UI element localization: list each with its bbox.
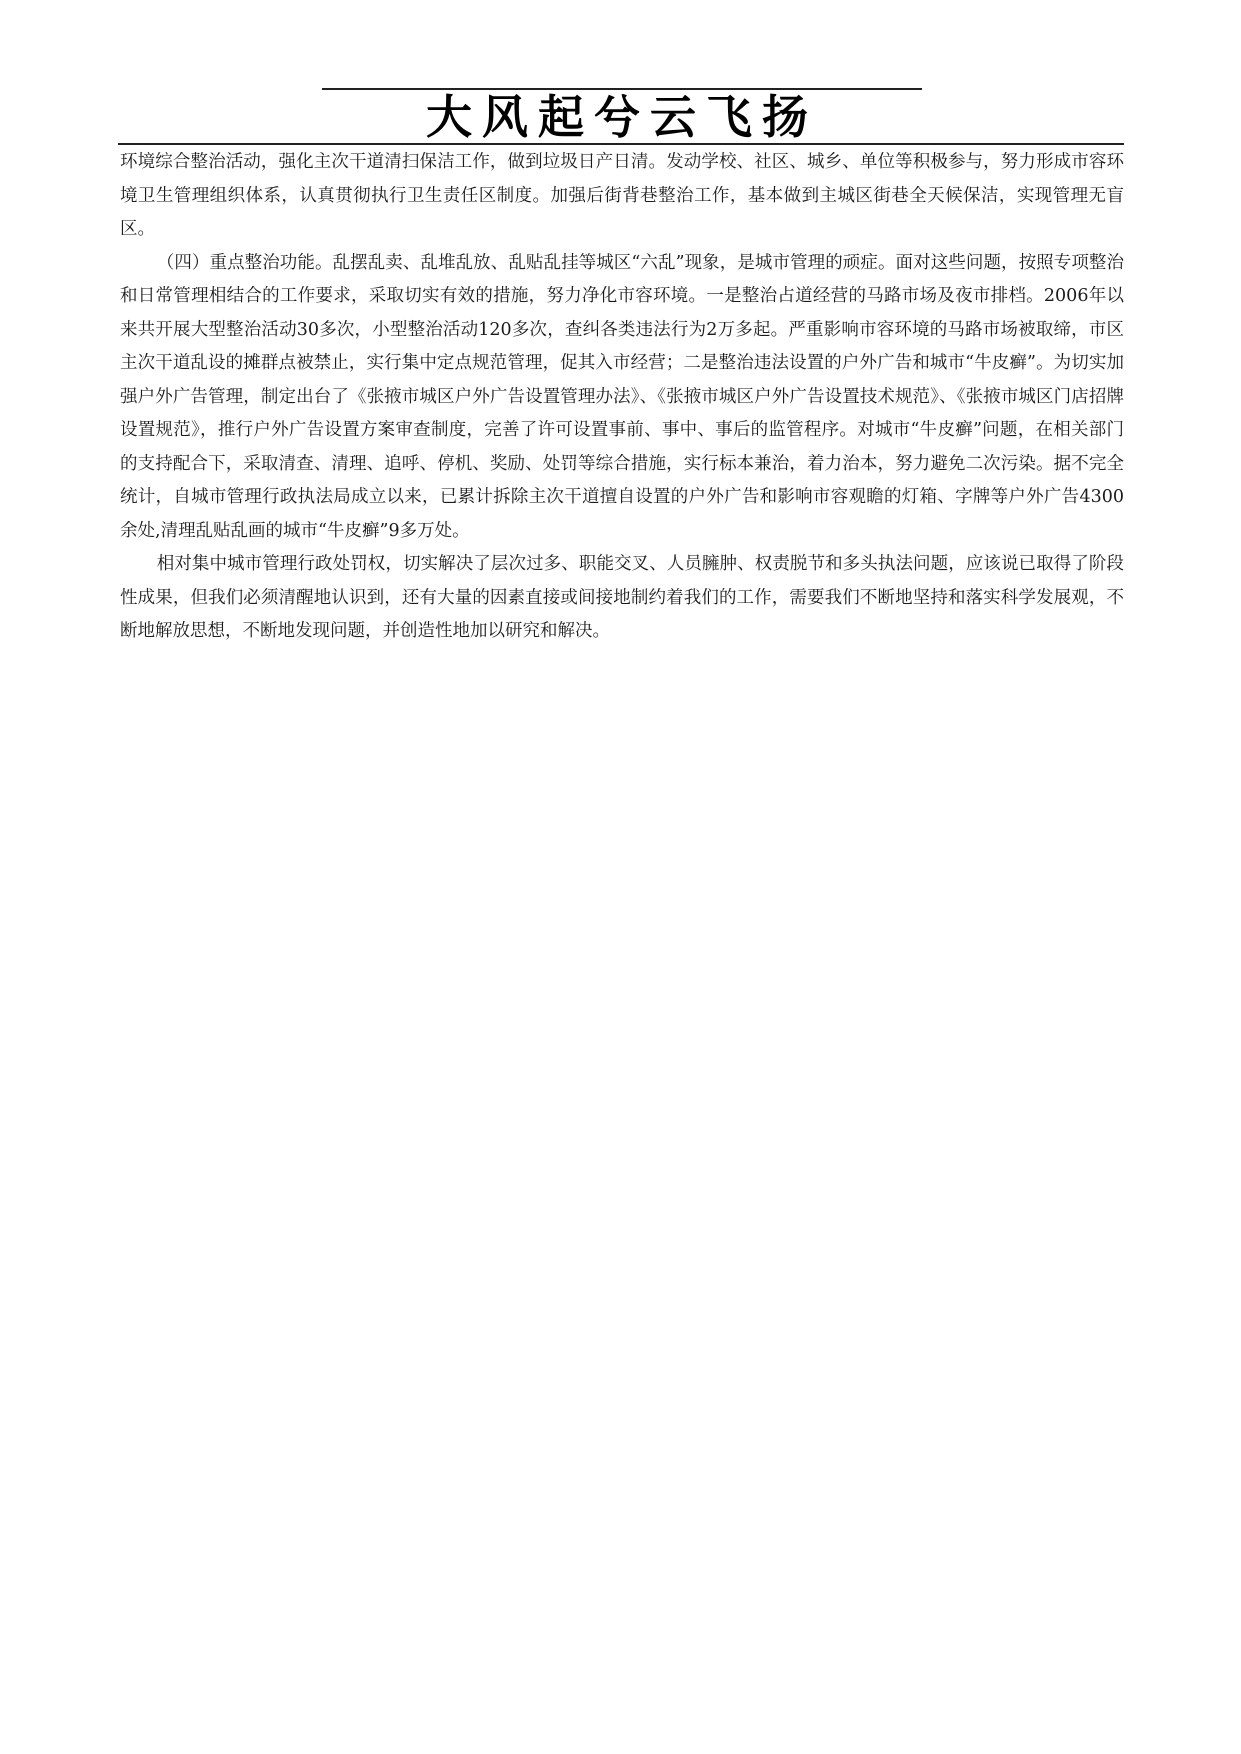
document-body: [120, 146, 1124, 649]
page-banner-title: 大风起兮云飞扬: [426, 90, 818, 144]
header-bottom-rule: [118, 143, 1124, 145]
paragraph-conclusion: 相对集中城市管理行政处罚权，切实解决了层次过多、职能交叉、人员臃肿、权责脱节和多头执法问题，应该说已取得了阶段性成果，但我们必须清醒地认识到，还有大量的因素直接或间接地制约着我们的工作，需要我们不断地坚持和落实科学发展观，不断地解放思想，不断地发现问题，并创造性地加以研究和解决。: [120, 554, 1124, 641]
paragraph-continuation: 环境综合整治活动，强化主次干道清扫保洁工作，做到垃圾日产日清。发动学校、社区、城乡、单位等积极参与，努力形成市容环境卫生管理组织体系，认真贯彻执行卫生责任区制度。加强后街背巷整治工作，基本做到主城区街巷全天候保洁，实现管理无盲区。: [120, 152, 1124, 239]
paragraph-section-four: （四）重点整治功能。乱摆乱卖、乱堆乱放、乱贴乱挂等城区“六乱”现象，是城市管理的顽症。面对这些问题，按照专项整治和日常管理相结合的工作要求，采取切实有效的措施，努力净化市容环境。一是整治占道经营的马路市场及夜市排档。2006年以来共开展大型整治活动30多次，小型整治活动120多次，查纠各类违法行为2万多起。严重影响市容环境的马路市场被取缔，市区主次干道乱设的摊群点被禁止，实行集中定点规范管理，促其入市经营；二是整治违法设置的户外广告和城市“牛皮癣”。为切实加强户外广告管理，制定出台了《张掖市城区户外广告设置管理办法》、《张掖市城区户外广告设置技术规范》、《张掖市城区门店招牌设置规范》，推行户外广告设置方案审查制度，完善了许可设置事前、事中、事后的监管程序。对城市“牛皮癣”问题，在相关部门的支持配合下，采取清查、清理、追呼、停机、奖励、处罚等综合措施，实行标本兼治，着力治本，努力避免二次污染。据不完全统计，自城市管理行政执法局成立以来，已累计拆除主次干道擅自设置的户外广告和影响市容观瞻的灯箱、字牌等户外广告4300余处,清理乱贴乱画的城市“牛皮癣”9多万处。: [120, 252, 1124, 541]
